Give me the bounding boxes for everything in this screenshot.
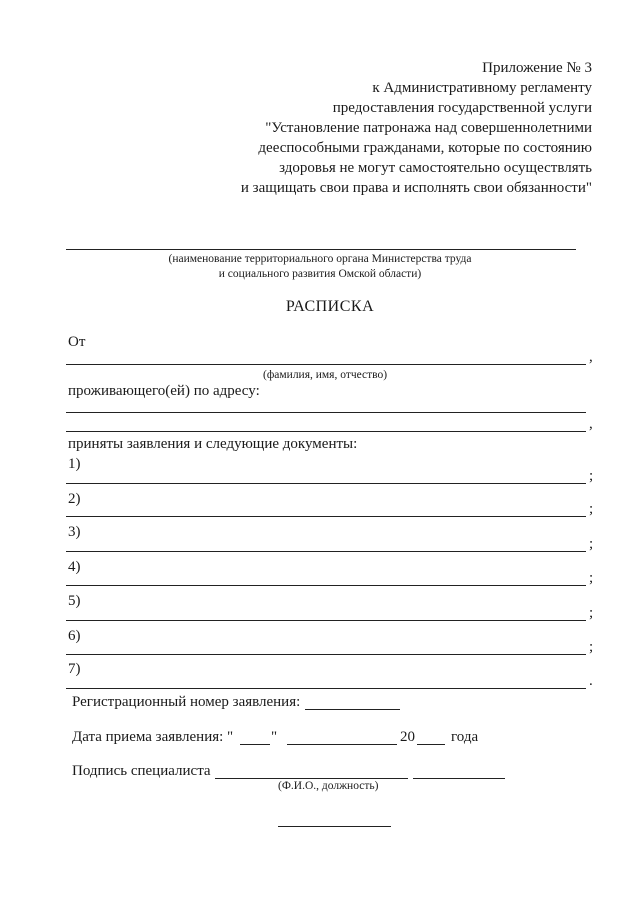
header-line: Приложение № 3 bbox=[482, 60, 592, 76]
header-line: дееспособными гражданами, которые по состоянию bbox=[258, 140, 592, 156]
signature-sign-field[interactable] bbox=[413, 778, 505, 779]
date-month-field[interactable] bbox=[287, 744, 397, 745]
doc-item-semicolon: ; bbox=[589, 501, 594, 517]
address-line-2[interactable] bbox=[66, 431, 586, 432]
date-quote: " bbox=[271, 729, 278, 745]
reg-number-field[interactable] bbox=[305, 709, 400, 710]
address-label: проживающего(ей) по адресу: bbox=[68, 383, 260, 399]
doc-item-number: 1) bbox=[68, 456, 81, 472]
doc-item-number: 2) bbox=[68, 491, 81, 507]
doc-item-number: 4) bbox=[68, 559, 81, 575]
signature-caption: (Ф.И.О., должность) bbox=[278, 780, 379, 792]
doc-item-line[interactable] bbox=[66, 483, 586, 484]
organ-caption-line2: и социального развития Омской области) bbox=[218, 268, 422, 280]
doc-item-line[interactable] bbox=[66, 620, 586, 621]
organ-caption-line1: (наименование территориального органа Министерства труда bbox=[168, 253, 472, 265]
doc-item-period: . bbox=[589, 673, 593, 689]
signature-label: Подпись специалиста bbox=[72, 763, 211, 779]
doc-item-number: 7) bbox=[68, 661, 81, 677]
doc-item-semicolon: ; bbox=[589, 536, 594, 552]
date-suffix: года bbox=[451, 729, 479, 745]
doc-item-line[interactable] bbox=[66, 516, 586, 517]
doc-item-number: 3) bbox=[68, 524, 81, 540]
header-line: здоровья не могут самостоятельно осуществлять bbox=[279, 160, 592, 176]
doc-item-semicolon: ; bbox=[589, 468, 594, 484]
doc-item-number: 6) bbox=[68, 628, 81, 644]
fio-line[interactable] bbox=[66, 364, 586, 365]
fio-comma: , bbox=[589, 349, 593, 365]
signature-name-field[interactable] bbox=[215, 778, 408, 779]
bottom-line bbox=[278, 826, 391, 827]
header-line: и защищать свои права и исполнять свои обязанности" bbox=[240, 180, 592, 196]
doc-item-semicolon: ; bbox=[589, 605, 594, 621]
fio-caption: (фамилия, имя, отчество) bbox=[263, 369, 388, 381]
date-day-field[interactable] bbox=[240, 744, 270, 745]
header-line: к Административному регламенту bbox=[372, 80, 592, 96]
header-line: "Установление патронажа над совершеннолетними bbox=[265, 120, 592, 136]
date-label: Дата приема заявления: " bbox=[72, 729, 234, 745]
address-comma: , bbox=[589, 416, 593, 432]
page-title: РАСПИСКА bbox=[285, 298, 375, 315]
doc-item-semicolon: ; bbox=[589, 639, 594, 655]
organ-name-line[interactable] bbox=[66, 249, 576, 250]
date-year-field[interactable] bbox=[417, 744, 445, 745]
doc-item-line[interactable] bbox=[66, 551, 586, 552]
doc-item-line[interactable] bbox=[66, 654, 586, 655]
from-label: От bbox=[68, 334, 86, 350]
doc-item-semicolon: ; bbox=[589, 570, 594, 586]
header-line: предоставления государственной услуги bbox=[332, 100, 592, 116]
doc-item-line[interactable] bbox=[66, 585, 586, 586]
doc-item-number: 5) bbox=[68, 593, 81, 609]
doc-item-line[interactable] bbox=[66, 688, 586, 689]
accepted-label: приняты заявления и следующие документы: bbox=[68, 436, 358, 452]
address-line-1[interactable] bbox=[66, 412, 586, 413]
reg-number-label: Регистрационный номер заявления: bbox=[72, 694, 301, 710]
date-year-prefix: 20 bbox=[400, 729, 415, 745]
